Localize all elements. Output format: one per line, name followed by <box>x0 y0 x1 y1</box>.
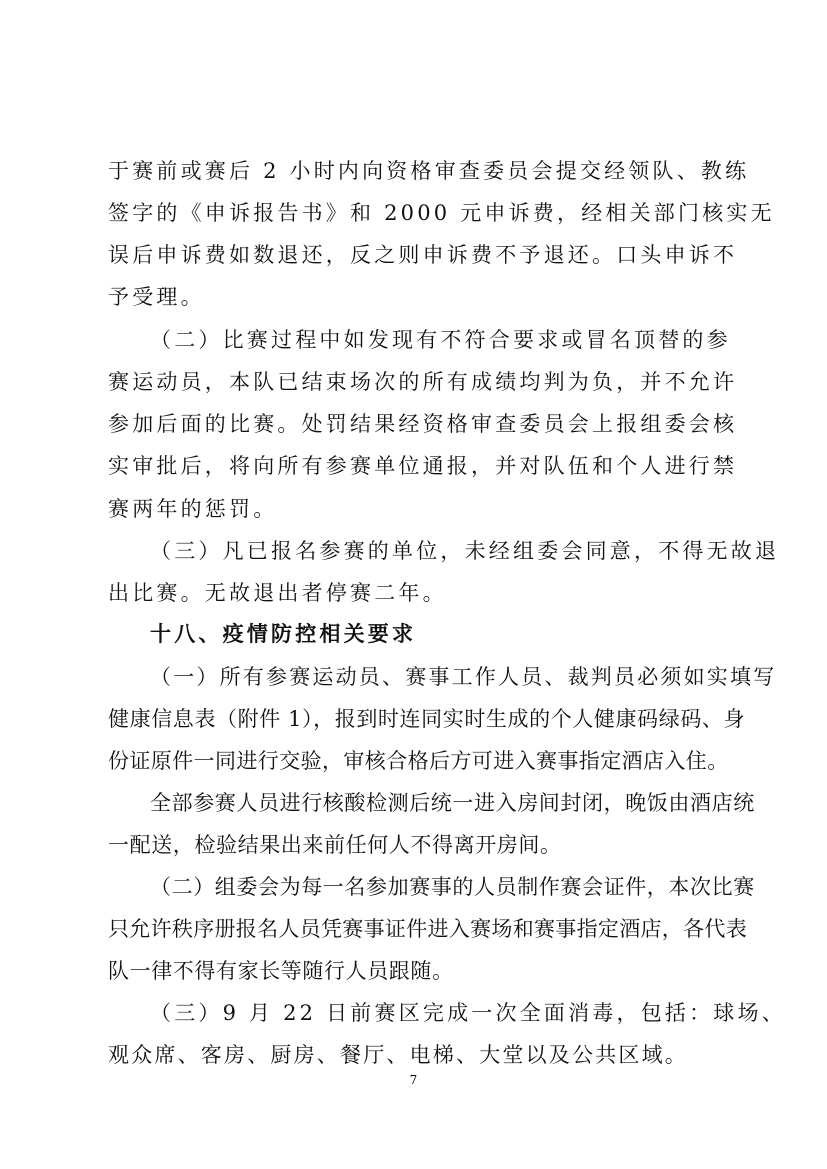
paragraph-line: （三）凡已报名参赛的单位，未经组委会同意，不得无故退 <box>150 539 780 563</box>
paragraph-line: 实审批后，将向所有参赛单位通报，并对队伍和个人进行禁 <box>108 454 738 478</box>
paragraph-line: 份证原件一同进行交验，审核合格后方可进入赛事指定酒店入住。 <box>108 749 729 773</box>
page-number: 7 <box>409 1073 418 1087</box>
paragraph-line: 观众席、客房、厨房、餐厅、电梯、大堂以及公共区域。 <box>108 1043 688 1067</box>
paragraph-line: 健康信息表（附件 1），报到时连同实时生成的个人健康码绿码、身 <box>108 707 746 731</box>
paragraph-line: 赛运动员，本队已结束场次的所有成绩均判为负，并不允许 <box>108 370 738 394</box>
paragraph-line: （二）组委会为每一名参加赛事的人员制作赛会证件，本次比赛 <box>150 875 755 899</box>
paragraph-line: 参加后面的比赛。处罚结果经资格审查委员会上报组委会核 <box>108 412 738 436</box>
paragraph-line: （三）9 月 22 日前赛区完成一次全面消毒，包括：球场、 <box>150 1001 786 1025</box>
paragraph-line: 误后申诉费如数退还，反之则申诉费不予退还。口头申诉不 <box>108 243 738 267</box>
paragraph-line: 赛两年的惩罚。 <box>108 497 278 521</box>
paragraph-line: 一配送，检验结果出来前任何人不得离开房间。 <box>108 833 562 857</box>
paragraph-line: 出比赛。无故退出者停赛二年。 <box>108 581 447 605</box>
section-heading: 十八、疫情防控相关要求 <box>150 622 417 646</box>
paragraph-line: 予受理。 <box>108 285 205 309</box>
paragraph-line: （二）比赛过程中如发现有不符合要求或冒名顶替的参 <box>150 328 731 352</box>
paragraph-line: （一）所有参赛运动员、赛事工作人员、裁判员必须如实填写 <box>150 665 777 689</box>
paragraph-line: 签字的《申诉报告书》和 2000 元申诉费，经相关部门核实无 <box>108 201 775 225</box>
paragraph-line: 队一律不得有家长等随行人员跟随。 <box>108 959 454 983</box>
paragraph-line: 全部参赛人员进行核酸检测后统一进入房间封闭，晚饭由酒店统 <box>150 791 755 815</box>
paragraph-line: 只允许秩序册报名人员凭赛事证件进入赛场和赛事指定酒店，各代表 <box>108 917 747 941</box>
paragraph-line: 于赛前或赛后 2 小时内向资格审查委员会提交经领队、教练 <box>108 159 750 183</box>
